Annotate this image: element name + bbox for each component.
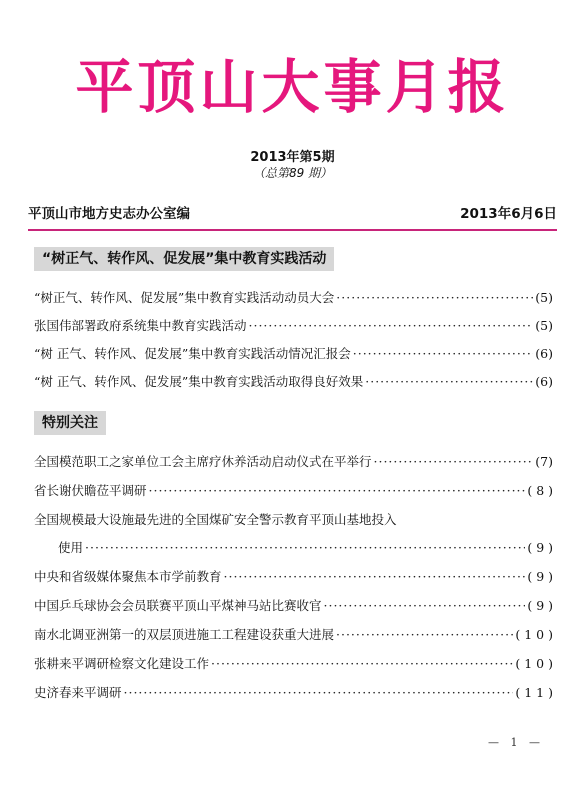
- toc-item-title: “树正气、转作风、促发展”集中教育实践活动动员大会: [34, 290, 335, 305]
- toc-item-title: “树 正气、转作风、促发展”集中教育实践活动情况汇报会: [34, 346, 351, 361]
- toc-leader-dots: [353, 345, 534, 363]
- toc-item-continued[interactable]: [58, 539, 553, 557]
- toc-item-page: ( 9 ): [527, 540, 553, 555]
- toc-leader-dots: [336, 626, 513, 644]
- toc-leader-dots: [249, 317, 534, 335]
- publish-date: 2013年6月6日: [460, 206, 557, 222]
- toc-item-page: ( 1 1 ): [515, 685, 553, 700]
- toc-item[interactable]: [34, 626, 553, 644]
- toc-leader-dots: [149, 482, 526, 500]
- toc-item-title: 张耕来平调研检察文化建设工作: [34, 656, 210, 671]
- toc-item-title: 全国规模最大设施最先进的全国煤矿安全警示教育平顶山基地投入: [34, 512, 397, 527]
- toc-item[interactable]: [34, 373, 553, 391]
- toc-item-page: (5): [535, 318, 553, 333]
- issue-number: 2013年第5期: [250, 150, 335, 165]
- toc-item-title: 中国乒乓球协会会员联赛平顶山平煤神马站比赛收官: [34, 598, 322, 613]
- toc-leader-dots: [124, 684, 514, 702]
- toc-leader-dots: [85, 539, 525, 557]
- section-title-education: “树正气、转作风、促发展”集中教育实践活动: [34, 247, 334, 271]
- toc-item[interactable]: [34, 597, 553, 615]
- toc-leader-dots: [374, 453, 534, 471]
- toc-item[interactable]: [34, 511, 553, 529]
- toc-item-title: 史济春来平调研: [34, 685, 122, 700]
- toc-item-page: (7): [535, 454, 553, 469]
- toc-item-page: ( 9 ): [527, 569, 553, 584]
- toc-item-title: 全国模范职工之家单位工会主席疗休养活动启动仪式在平举行: [34, 454, 372, 469]
- toc-item[interactable]: [34, 317, 553, 335]
- page-number: — 1 —: [488, 736, 544, 749]
- section-title-special-focus: 特别关注: [34, 411, 106, 435]
- toc-item-page: ( 1 0 ): [515, 656, 553, 671]
- header-rule: [28, 229, 557, 231]
- toc-item-title: 使用: [58, 540, 84, 555]
- toc-item-page: (5): [535, 290, 553, 305]
- editor-name: 平顶山市地方史志办公室编: [28, 206, 190, 222]
- toc-item-page: (6): [535, 346, 553, 361]
- toc-leader-dots: [224, 568, 526, 586]
- toc-item[interactable]: [34, 684, 553, 702]
- editor-row: [28, 202, 557, 222]
- toc-item-page: (6): [535, 374, 553, 389]
- toc-item[interactable]: [34, 568, 553, 586]
- toc-item-title: 中央和省级媒体聚焦本市学前教育: [34, 569, 222, 584]
- toc-leader-dots: [211, 655, 513, 673]
- toc-item-title: 张国伟部署政府系统集中教育实践活动: [34, 318, 247, 333]
- masthead-title: 平顶山大事月报: [75, 53, 510, 121]
- toc-item-title: 省长谢伏瞻莅平调研: [34, 483, 147, 498]
- toc-item[interactable]: [34, 289, 553, 307]
- toc-item-title: 南水北调亚洲第一的双层顶进施工工程建设获重大进展: [34, 627, 335, 642]
- toc-leader-dots: [336, 289, 533, 307]
- toc-item[interactable]: [34, 482, 553, 500]
- toc-item[interactable]: [34, 453, 553, 471]
- issue-total-number: （总第89 期）: [252, 166, 333, 180]
- toc-leader-dots: [365, 373, 533, 391]
- toc-item-page: ( 1 0 ): [515, 627, 553, 642]
- toc-item-page: ( 8 ): [527, 483, 553, 498]
- toc-item-page: ( 9 ): [527, 598, 553, 613]
- toc-item-title: “树 正气、转作风、促发展”集中教育实践活动取得良好效果: [34, 374, 364, 389]
- toc-item[interactable]: [34, 655, 553, 673]
- toc-leader-dots: [324, 597, 526, 615]
- toc-item[interactable]: [34, 345, 553, 363]
